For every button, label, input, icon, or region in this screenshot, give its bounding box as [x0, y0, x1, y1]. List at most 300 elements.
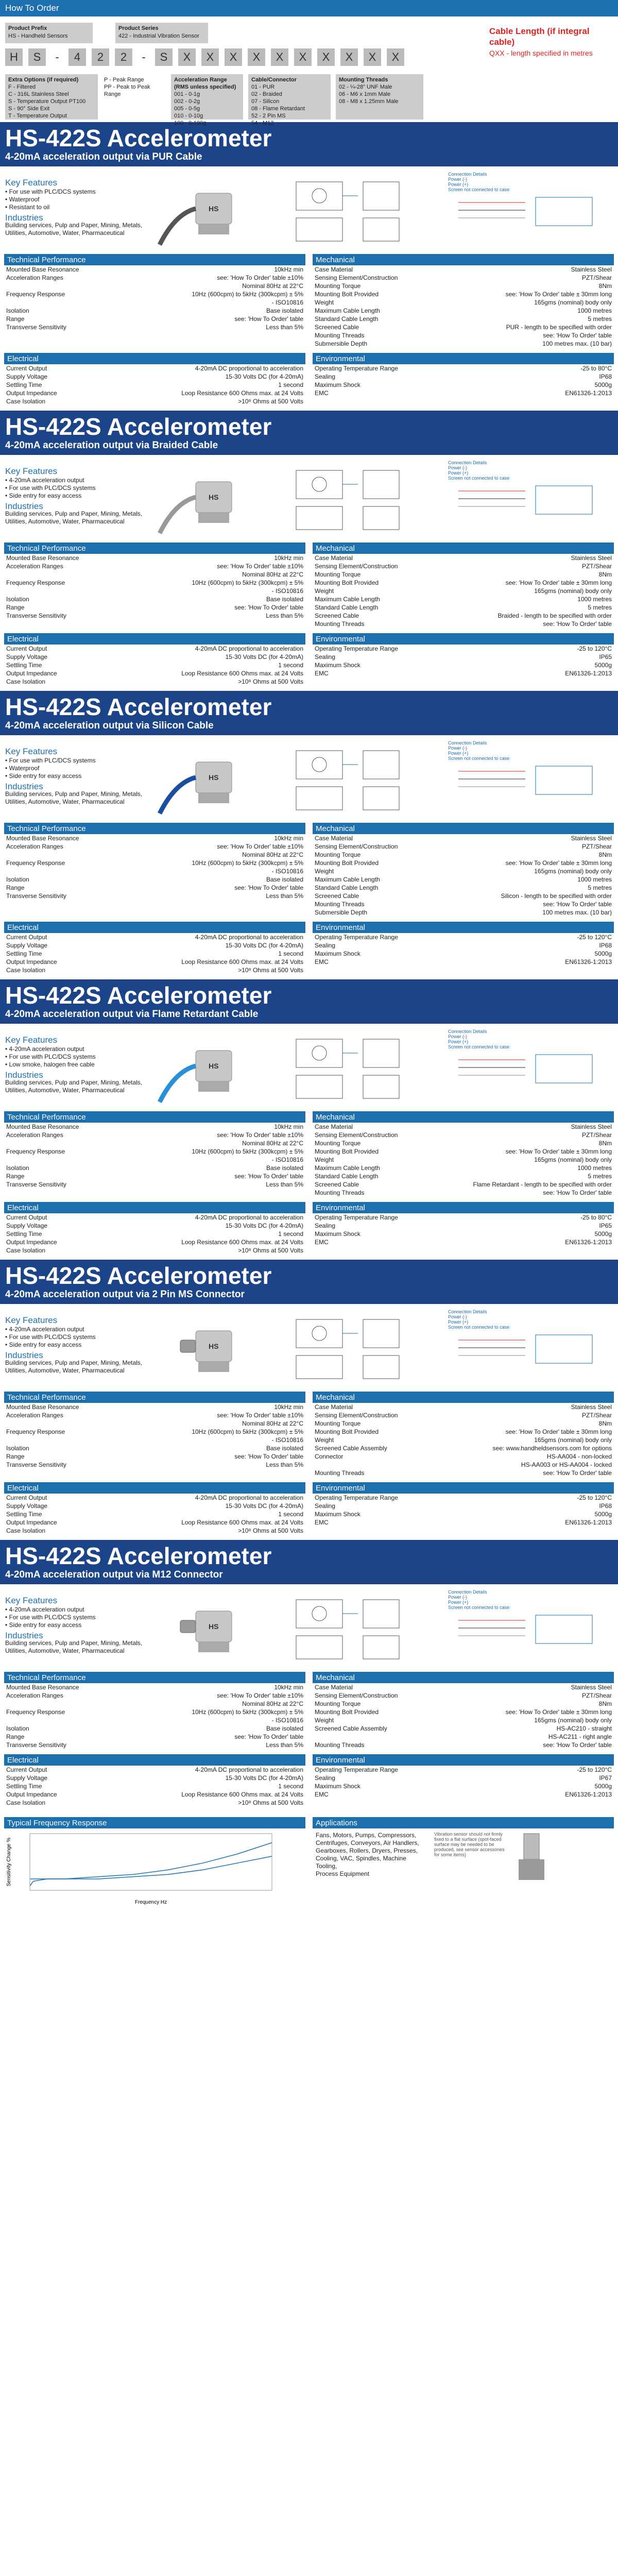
wiring-diagram: [448, 1309, 613, 1372]
cable-option: 01 - PUR: [251, 84, 275, 90]
spec-value: IP68: [599, 1502, 612, 1510]
mechanical-col: [313, 1392, 614, 1477]
spec-row: [313, 653, 614, 661]
feature-item: • Resistant to oil: [5, 204, 149, 211]
spec-row: [4, 1156, 305, 1164]
feature-list: [5, 1045, 149, 1069]
feature-item: • 4-20mA acceleration output: [5, 477, 149, 484]
spec-label: Settling Time: [6, 1511, 42, 1518]
spec-label: Case Isolation: [6, 967, 46, 974]
technical-performance-table: [4, 1403, 305, 1469]
spec-value: Nominal 80Hz at 22°C: [242, 571, 303, 578]
mechanical-col: [313, 254, 614, 348]
spec-row: [313, 570, 614, 579]
order-code-box: X: [340, 48, 358, 66]
features-area: [0, 166, 618, 254]
spec-label: Acceleration Ranges: [6, 1131, 63, 1139]
spec-value: 10kHz min: [274, 554, 303, 562]
specs-top: [0, 1111, 618, 1197]
spec-value: Loop Resistance 600 Ohms max. at 24 Volts: [181, 1791, 303, 1798]
order-code-box: 2: [92, 48, 109, 66]
spec-value: 15-30 Volts DC (for 4-20mA): [225, 653, 303, 660]
spec-label: Isolation: [6, 876, 29, 883]
feature-list: [5, 1326, 149, 1349]
mechanical-header: Mechanical: [313, 543, 614, 554]
product-section: [0, 1260, 618, 1540]
svg-text:HS: HS: [209, 493, 219, 501]
spec-row: [4, 1222, 305, 1230]
spec-label: Output Impedance: [6, 958, 57, 965]
spec-value: IP67: [599, 1774, 612, 1782]
spec-row: [313, 298, 614, 307]
specs-bottom: [0, 353, 618, 405]
spec-value: PZT/Shear: [581, 1692, 612, 1699]
spec-label: Weight: [315, 868, 334, 875]
spec-label: [4, 1156, 125, 1164]
industries: [5, 1071, 149, 1094]
product-section: [0, 691, 618, 979]
applications-header: Applications: [313, 1817, 614, 1828]
spec-row: [4, 851, 305, 859]
product-title: HS-422S Accelerometer: [5, 413, 272, 440]
spec-label: Output Impedance: [6, 389, 57, 397]
spec-label: Mounting Torque: [315, 1420, 361, 1427]
features-area: [0, 1584, 618, 1672]
spec-value: Flame Retardant - length to be specified with order: [473, 1181, 612, 1188]
how-to-order-header: How To Order: [0, 0, 618, 16]
spec-row: [313, 372, 614, 381]
application-item: Cooling, VAC, Spindles, Machine Tooling,: [316, 1855, 406, 1870]
spec-value: 8Nm: [598, 571, 612, 578]
spec-label: Weight: [315, 587, 334, 595]
spec-label: Transverse Sensitivity: [6, 612, 66, 619]
spec-value: 8Nm: [598, 1140, 612, 1147]
environmental-table: [313, 1766, 614, 1799]
spec-row: [4, 1774, 305, 1782]
mechanical-table: [313, 834, 614, 917]
spec-row: [4, 307, 305, 315]
spec-value: Nominal 80Hz at 22°C: [242, 851, 303, 858]
electrical-table: [4, 364, 305, 405]
sensor-mounted-illustration: [508, 1828, 555, 1890]
industries-text: Building services, Pulp and Paper, Mining, Metals, Utilities, Automotive, Water, Pharmaceutical: [5, 510, 143, 525]
technical-performance-table: [4, 834, 305, 900]
industries-title: Industries: [5, 1631, 43, 1640]
product-section: [0, 122, 618, 411]
spec-label: EMC: [315, 389, 329, 397]
spec-label: Case Material: [315, 835, 353, 842]
feature-item: • For use with PLC/DCS systems: [5, 1333, 149, 1341]
spec-row: [313, 265, 614, 274]
spec-label: Mounting Threads: [315, 620, 365, 628]
accel-option: 001 - 0-1g: [174, 91, 200, 97]
spec-label: Operating Temperature Range: [315, 1766, 398, 1773]
spec-row: [4, 1172, 305, 1180]
spec-value: see: 'How To Order' table: [234, 604, 303, 611]
spec-row: [4, 867, 305, 875]
spec-row: [4, 554, 305, 562]
technical-performance-col: [4, 543, 305, 628]
spec-label: Supply Voltage: [6, 653, 48, 660]
industries-title: Industries: [5, 501, 43, 511]
spec-row: [313, 1156, 614, 1164]
spec-label: Maximum Shock: [315, 950, 360, 957]
spec-label: Screened Cable: [315, 892, 359, 900]
electrical-table: [4, 645, 305, 686]
spec-row: [313, 612, 614, 620]
industries: [5, 783, 149, 806]
spec-value: see: 'How To Order' table ± 30mm long: [505, 291, 612, 298]
spec-value: 1000 metres: [577, 307, 612, 314]
spec-label: Screened Cable: [315, 612, 359, 619]
spec-row: [313, 1683, 614, 1691]
order-code-box: X: [271, 48, 288, 66]
mechanical-table: [313, 1403, 614, 1477]
spec-value: 1000 metres: [577, 596, 612, 603]
spec-label: Current Output: [6, 365, 47, 372]
spec-row: [313, 950, 614, 958]
spec-value: Less than 5%: [266, 1741, 303, 1749]
spec-value: Silicon - length to be specified with order: [501, 892, 612, 900]
environmental-table: [313, 1213, 614, 1246]
spec-label: [4, 851, 125, 859]
freq-response-header: Typical Frequency Response: [4, 1817, 305, 1828]
product-subtitle: 4-20mA acceleration output via M12 Connector: [5, 1569, 223, 1580]
spec-row: [313, 1518, 614, 1527]
connection-details-label: Connection Details: [448, 172, 487, 177]
industries-title: Industries: [5, 213, 43, 223]
spec-label: Isolation: [6, 307, 29, 314]
spec-label: Sensing Element/Construction: [315, 274, 398, 281]
spec-label: Mounted Base Resonance: [6, 266, 79, 273]
spec-label: Maximum Shock: [315, 1511, 360, 1518]
industries-title: Industries: [5, 1350, 43, 1360]
wiring-svg: [448, 192, 603, 233]
spec-label: Frequency Response: [6, 1148, 65, 1155]
spec-label: Submersible Depth: [315, 909, 368, 916]
electrical-header: Electrical: [4, 922, 305, 933]
spec-label: Maximum Cable Length: [315, 1164, 380, 1172]
spec-row: [313, 645, 614, 653]
cable-option: 08 - Flame Retardant: [251, 106, 305, 112]
spec-row: [4, 1700, 305, 1708]
spec-value: IP68: [599, 373, 612, 380]
product-title: HS-422S Accelerometer: [5, 1543, 272, 1569]
spec-label: Output Impedance: [6, 1239, 57, 1246]
spec-value: Less than 5%: [266, 892, 303, 900]
spec-row: [313, 933, 614, 941]
spec-value: -25 to 120°C: [577, 1766, 612, 1773]
spec-row: [313, 867, 614, 875]
spec-value: Nominal 80Hz at 22°C: [242, 282, 303, 290]
spec-row: [4, 1741, 305, 1749]
cable-connector: Cable/Connector 01 - PUR 02 - Braided 07 - Silicon 08 - Flame Retardant 52 - 2 Pin MS 54 - M12: [248, 74, 331, 120]
spec-value: -25 to 120°C: [577, 934, 612, 941]
environmental-col: [313, 353, 614, 405]
product-title: HS-422S Accelerometer: [5, 693, 272, 720]
environmental-table: [313, 1494, 614, 1527]
peak-option: PP - Peak to Peak Range: [104, 84, 150, 97]
spec-label: Isolation: [6, 596, 29, 603]
order-code-box: X: [248, 48, 265, 66]
spec-value: 165gms (nominal) body only: [534, 868, 612, 875]
spec-row: [4, 1147, 305, 1156]
key-features: [5, 466, 149, 500]
series-line-lower: [30, 1856, 272, 1886]
spec-value: - ISO10816: [271, 299, 303, 306]
spec-row: [4, 1131, 305, 1139]
feature-item: • For use with PLC/DCS systems: [5, 484, 149, 492]
spec-label: Frequency Response: [6, 1708, 65, 1716]
power-neg-label: Power (-): [448, 1595, 468, 1600]
order-code-boxes: [5, 48, 404, 66]
spec-value: see: 'How To Order' table: [543, 1469, 612, 1477]
spec-row: [313, 1436, 614, 1444]
power-pos-label: Power (+): [448, 751, 469, 756]
mechanical-col: [313, 1672, 614, 1749]
spec-value: 8Nm: [598, 1420, 612, 1427]
spec-value: 15-30 Volts DC (for 4-20mA): [225, 1774, 303, 1782]
spec-row: [4, 298, 305, 307]
section-title: [0, 1540, 618, 1584]
spec-label: Mounting Threads: [315, 1741, 365, 1749]
spec-label: Mounting Torque: [315, 282, 361, 290]
spec-label: Sealing: [315, 1774, 336, 1782]
product-title: HS-422S Accelerometer: [5, 1262, 272, 1289]
industries-text: Building services, Pulp and Paper, Mining, Metals, Utilities, Automotive, Water, Pharmaceutical: [5, 1079, 143, 1094]
order-code-box: X: [364, 48, 381, 66]
electrical-col: [4, 1202, 305, 1255]
spec-row: [4, 645, 305, 653]
spec-row: [4, 1403, 305, 1411]
spec-value: -25 to 120°C: [577, 645, 612, 652]
spec-value: >10⁸ Ohms at 500 Volts: [238, 1527, 303, 1534]
spec-label: Case Isolation: [6, 1527, 46, 1534]
section-title: [0, 691, 618, 735]
spec-row: [313, 1790, 614, 1799]
spec-value: 15-30 Volts DC (for 4-20mA): [225, 373, 303, 380]
cable-option: 54 - M12: [251, 120, 274, 126]
spec-label: Frequency Response: [6, 579, 65, 586]
spec-value: Base isolated: [266, 1445, 303, 1452]
applications-note: Vibration sensor should not firmly fixed to a flat surface (spot-faced surface may be needed to be produced, see sensor accessories for some items): [434, 1832, 505, 1857]
product-subtitle: 4-20mA acceleration output via PUR Cable: [5, 151, 202, 162]
spec-row: [4, 1164, 305, 1172]
spec-label: Mounting Bolt Provided: [315, 291, 379, 298]
product-subtitle: 4-20mA acceleration output via Silicon Cable: [5, 720, 214, 731]
spec-label: Sealing: [315, 1222, 336, 1229]
power-pos-label: Power (+): [448, 182, 469, 187]
spec-label: Settling Time: [6, 381, 42, 388]
spec-value: see: 'How To Order' table: [543, 332, 612, 339]
spec-value: -25 to 80°C: [580, 1214, 612, 1221]
spec-value: 1 second: [278, 1783, 303, 1790]
y-axis-label: Sensitivity Change %: [6, 1837, 12, 1887]
spec-value: PUR - length to be specified with order: [506, 324, 612, 331]
environmental-header: Environmental: [313, 1202, 614, 1213]
feature-item: • 4-20mA acceleration output: [5, 1045, 149, 1053]
industries-text: Building services, Pulp and Paper, Mining, Metals, Utilities, Automotive, Water, Pharmaceutical: [5, 222, 143, 236]
spec-label: Current Output: [6, 1494, 47, 1501]
industries-title: Industries: [5, 1070, 43, 1080]
spec-label: Weight: [315, 1156, 334, 1163]
spec-label: Case Isolation: [6, 678, 46, 685]
spec-value: Loop Resistance 600 Ohms max. at 24 Volts: [181, 389, 303, 397]
spec-value: >10⁸ Ohms at 500 Volts: [238, 967, 303, 974]
power-pos-label: Power (+): [448, 470, 469, 476]
spec-label: Mounted Base Resonance: [6, 554, 79, 562]
spec-label: Mounting Threads: [315, 1189, 365, 1196]
spec-value: Loop Resistance 600 Ohms max. at 24 Volts: [181, 1239, 303, 1246]
spec-row: [4, 570, 305, 579]
connection-details-label: Connection Details: [448, 1029, 487, 1034]
spec-label: Sensing Element/Construction: [315, 843, 398, 850]
dimension-drawing: [281, 460, 435, 537]
spec-label: Standard Cable Length: [315, 884, 379, 891]
spec-value: 8Nm: [598, 851, 612, 858]
environmental-header: Environmental: [313, 922, 614, 933]
sensor-image: [154, 173, 268, 250]
spec-value: EN61326-1:2013: [565, 389, 612, 397]
spec-value: see: 'How To Order' table: [543, 1189, 612, 1196]
spec-row: [313, 603, 614, 612]
spec-row: [4, 842, 305, 851]
power-neg-label: Power (-): [448, 1034, 468, 1039]
spec-row: [4, 603, 305, 612]
spec-value: - ISO10816: [271, 1436, 303, 1444]
screen-label: Screen not connected to case: [448, 1605, 510, 1610]
connection-details-label: Connection Details: [448, 1309, 487, 1314]
wiring-diagram: [448, 1589, 613, 1652]
spec-value: Base isolated: [266, 596, 303, 603]
spec-label: Transverse Sensitivity: [6, 324, 66, 331]
spec-row: [4, 958, 305, 966]
spec-row: [313, 579, 614, 587]
feature-list: [5, 757, 149, 780]
spec-value: 10Hz (600cpm) to 5kHz (300kcpm) ± 5%: [192, 291, 303, 298]
spec-label: Mounting Threads: [315, 1469, 365, 1477]
spec-row: [313, 340, 614, 348]
spec-label: Maximum Cable Length: [315, 876, 380, 883]
environmental-header: Environmental: [313, 1482, 614, 1494]
feature-item: • Waterproof: [5, 196, 149, 204]
spec-row: [313, 1700, 614, 1708]
spec-label: Transverse Sensitivity: [6, 1741, 66, 1749]
order-code-box: X: [225, 48, 242, 66]
spec-label: Case Material: [315, 1684, 353, 1691]
technical-performance-col: [4, 254, 305, 348]
spec-value: Stainless Steel: [571, 835, 612, 842]
spec-row: [313, 364, 614, 372]
spec-value: EN61326-1:2013: [565, 958, 612, 965]
spec-label: [4, 282, 125, 290]
electrical-table: [4, 1494, 305, 1535]
product-prefix: Product Prefix HS - Handheld Sensors: [5, 23, 93, 43]
product-section: [0, 979, 618, 1260]
spec-row: [4, 1799, 305, 1807]
spec-value: see: 'How To Order' table ± 30mm long: [505, 859, 612, 867]
spec-row: [313, 1461, 614, 1469]
spec-label: Output Impedance: [6, 670, 57, 677]
peak-option: P - Peak Range: [104, 77, 144, 83]
spec-row: [313, 1502, 614, 1510]
spec-value: EN61326-1:2013: [565, 670, 612, 677]
mounting-threads: Mounting Threads 02 - ¼-28" UNF Male 06 - M6 x 1mm Male 08 - M8 x 1.25mm Male: [336, 74, 423, 120]
screen-label: Screen not connected to case: [448, 476, 510, 481]
product-section: [0, 1540, 618, 1812]
specs-top: [0, 543, 618, 628]
section-title: [0, 122, 618, 166]
spec-value: HS-AA004 - non-locked: [546, 1453, 612, 1460]
spec-row: [4, 612, 305, 620]
spec-label: [4, 1700, 125, 1708]
spec-row: [313, 562, 614, 570]
spec-row: [313, 1403, 614, 1411]
spec-row: [4, 1428, 305, 1436]
section-title: [0, 1260, 618, 1304]
spec-value: see: 'How To Order' table ± 30mm long: [505, 1428, 612, 1435]
spec-row: [4, 834, 305, 842]
spec-value: EN61326-1:2013: [565, 1519, 612, 1526]
features-area: [0, 1304, 618, 1392]
spec-value: HS-AC211 - right angle: [548, 1733, 612, 1740]
spec-row: [313, 1411, 614, 1419]
key-features: [5, 747, 149, 780]
spec-row: [313, 1139, 614, 1147]
spec-label: [4, 587, 125, 595]
feature-item: • Side entry for easy access: [5, 1341, 149, 1349]
spec-value: - ISO10816: [271, 1156, 303, 1163]
mechanical-header: Mechanical: [313, 823, 614, 834]
spec-row: [4, 966, 305, 974]
electrical-col: [4, 1482, 305, 1535]
electrical-table: [4, 1213, 305, 1255]
separator: -: [142, 50, 146, 63]
spec-row: [313, 389, 614, 397]
spec-row: [313, 1189, 614, 1197]
spec-label: [4, 570, 125, 579]
spec-value: >10⁸ Ohms at 500 Volts: [238, 678, 303, 685]
spec-label: Case Material: [315, 554, 353, 562]
spec-row: [4, 1683, 305, 1691]
spec-row: [4, 1180, 305, 1189]
spec-label: Sensing Element/Construction: [315, 563, 398, 570]
industries-text: Building services, Pulp and Paper, Mining, Metals, Utilities, Automotive, Water, Pharmaceutical: [5, 1359, 143, 1374]
spec-value: Stainless Steel: [571, 1684, 612, 1691]
industries-text: Building services, Pulp and Paper, Mining, Metals, Utilities, Automotive, Water, Pharmaceutical: [5, 790, 143, 805]
spec-value: Base isolated: [266, 1164, 303, 1172]
dimension-drawing: [281, 1589, 435, 1667]
x-axis-label: Frequency Hz: [134, 1900, 167, 1905]
application-item: Process Equipment: [316, 1870, 370, 1877]
spec-value: IP65: [599, 1222, 612, 1229]
spec-label: Mounting Bolt Provided: [315, 579, 379, 586]
dimension-drawing: [281, 172, 435, 249]
spec-value: 4-20mA DC proportional to acceleration: [195, 1494, 303, 1501]
spec-value: Nominal 80Hz at 22°C: [242, 1140, 303, 1147]
spec-value: 15-30 Volts DC (for 4-20mA): [225, 1502, 303, 1510]
spec-label: Supply Voltage: [6, 1222, 48, 1229]
spec-row: [4, 587, 305, 595]
electrical-header: Electrical: [4, 1202, 305, 1213]
features-area: [0, 735, 618, 823]
spec-value: 165gms (nominal) body only: [534, 1436, 612, 1444]
spec-row: [313, 1147, 614, 1156]
spec-label: Mounting Torque: [315, 851, 361, 858]
spec-row: [4, 562, 305, 570]
spec-label: Case Isolation: [6, 1247, 46, 1254]
spec-value: see: 'How To Order' table ±10%: [217, 1692, 303, 1699]
